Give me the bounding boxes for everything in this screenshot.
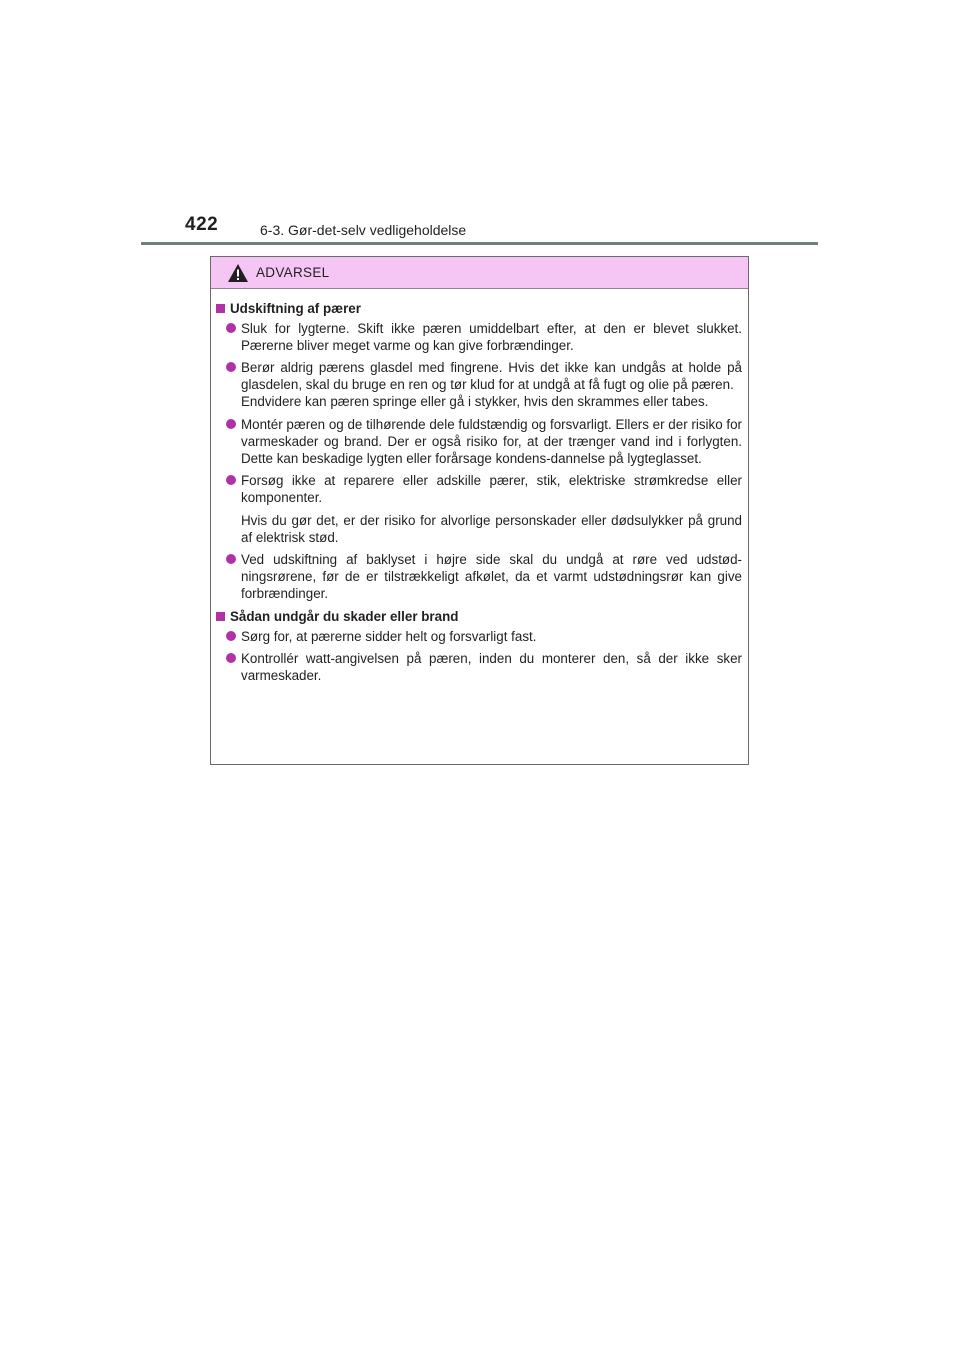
page-number: 422: [185, 214, 219, 235]
list-item: [216, 551, 742, 602]
section-heading: [216, 300, 742, 317]
warning-header: [211, 257, 748, 289]
square-bullet-icon: [216, 612, 225, 621]
list-item: [216, 359, 742, 410]
bullet-text: Endvidere kan pæren springe eller gå i stykker, hvis den skrammes eller tabes.: [241, 394, 709, 410]
bullet-text: Ved udskiftning af baklyset i højre side skal du undgå at røre ved udstød-ningsrørene, før de er tilstrækkeligt afkølet, da et varmt udstødningsrør kan give forbrændinger.: [241, 552, 742, 602]
bullet-dot-icon: [226, 362, 236, 372]
bullet-dot-icon: [226, 323, 236, 333]
warning-triangle-icon: [227, 263, 249, 283]
list-item: [216, 320, 742, 354]
bullet-text: Montér pæren og de tilhørende dele fuldstændig og forsvarligt. Ellers er der risiko for varmeskader og brand. Der er også risiko for, at der trænger vand ind i forlygten. Dette kan beskadige lygten eller forårsage kondens-dannelse på lygteglasset.: [241, 416, 742, 466]
section-heading-text: Sådan undgår du skader eller brand: [230, 608, 459, 624]
bullet-text: Berør aldrig pærens glasdel med fingrene. Hvis det ikke kan undgås at holde på glasdelen, skal du bruge en ren og tør klud for at undgå at få fugt og olie på pæren.: [241, 360, 742, 393]
warning-title: ADVARSEL: [256, 265, 330, 280]
section-heading: [216, 608, 742, 625]
bullet-dot-icon: [226, 419, 236, 429]
square-bullet-icon: [216, 304, 225, 313]
list-item: [216, 416, 742, 467]
bullet-text: Kontrollér watt-angivelsen på pæren, inden du monterer den, så der ikke sker varmeskader.: [241, 650, 742, 683]
bullet-dot-icon: [226, 554, 236, 564]
bullet-dot-icon: [226, 475, 236, 485]
list-item: [216, 628, 742, 645]
warning-body: [211, 289, 748, 684]
bullet-text: Forsøg ikke at reparere eller adskille pærer, stik, elektriske strømkredse eller komponenter.: [241, 472, 742, 505]
bullet-text: Sluk for lygterne. Skift ikke pæren umiddelbart efter, at den er blevet slukket. Pærerne bliver meget varme og kan give forbrændinger.: [241, 321, 742, 354]
bullet-dot-icon: [226, 653, 236, 663]
section-title: 6-3. Gør-det-selv vedligeholdelse: [260, 222, 467, 238]
bullet-dot-icon: [226, 631, 236, 641]
warning-box: [210, 256, 749, 765]
header-divider: [141, 242, 818, 245]
section-heading-text: Udskiftning af pærer: [230, 301, 361, 316]
bullet-text: Sørg for, at pærerne sidder helt og forsvarligt fast.: [241, 628, 537, 644]
bullet-text: Hvis du gør det, er der risiko for alvorlige personskader eller dødsulykker på grund af elektrisk stød.: [241, 513, 742, 546]
list-item: [216, 472, 742, 546]
list-item: [216, 650, 742, 684]
